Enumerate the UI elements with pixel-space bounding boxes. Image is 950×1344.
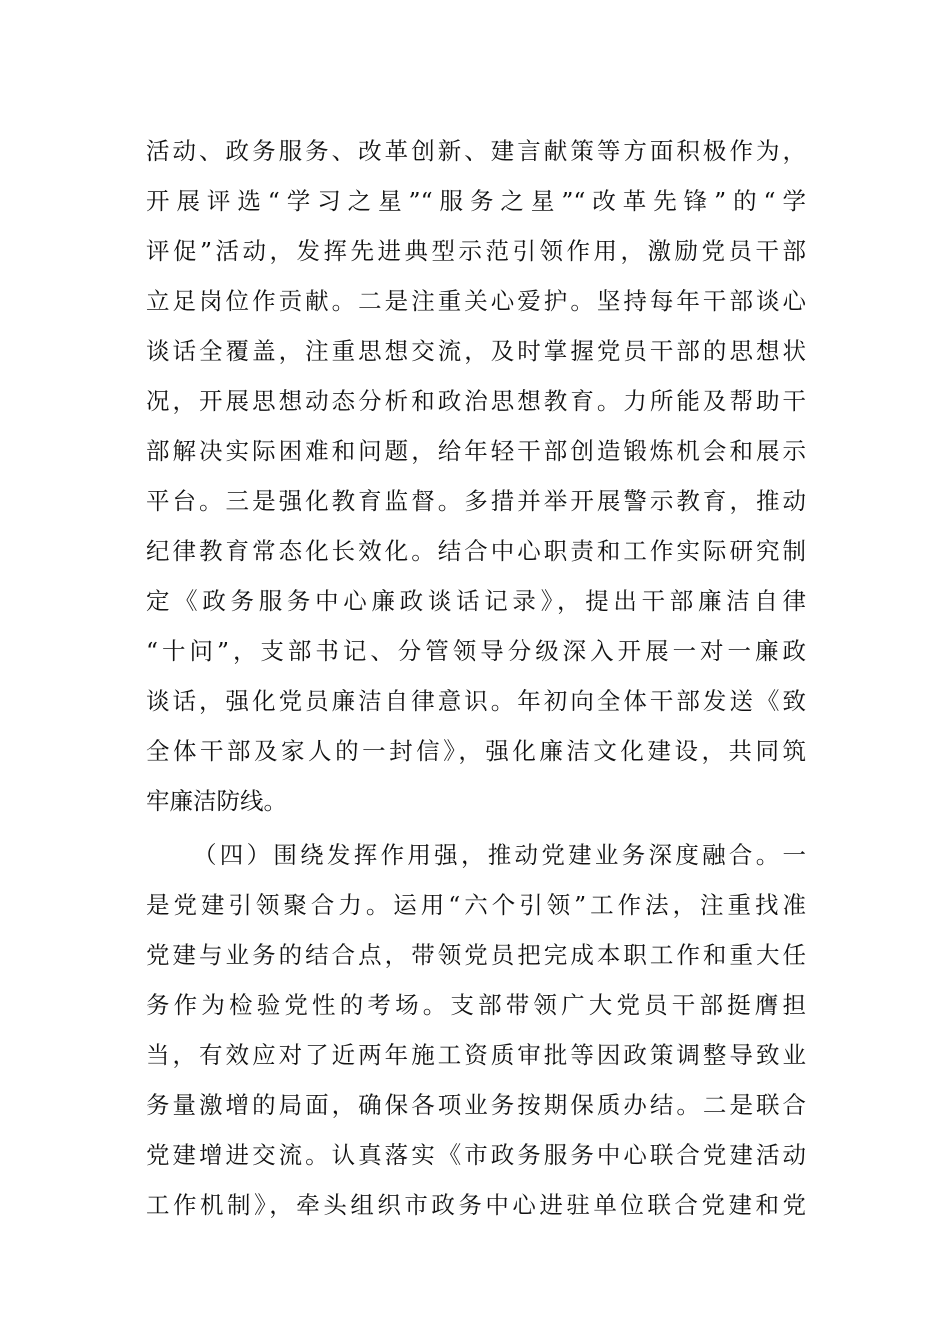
text-line: 活动、政务服务、改革创新、建言献策等方面积极作为， bbox=[146, 137, 806, 165]
text-line: 部解决实际困难和问题，给年轻干部创造锻炼机会和展示 bbox=[146, 437, 806, 465]
text-line: 平台。三是强化教育监督。多措并举开展警示教育，推动 bbox=[146, 487, 806, 515]
text-line: 工作机制》，牵头组织市政务中心进驻单位联合党建和党 bbox=[146, 1191, 806, 1219]
text-line: 定《政务服务中心廉政谈话记录》，提出干部廉洁自律 bbox=[146, 587, 806, 615]
text-line: 党建与业务的结合点，带领党员把完成本职工作和重大任 bbox=[146, 941, 806, 969]
text-line: 全体干部及家人的一封信》，强化廉洁文化建设，共同筑 bbox=[146, 737, 806, 765]
document-body bbox=[146, 126, 806, 1230]
text-line: 当，有效应对了近两年施工资质审批等因政策调整导致业 bbox=[146, 1041, 806, 1069]
text-line: “十问”，支部书记、分管领导分级深入开展一对一廉政 bbox=[146, 637, 806, 665]
text-line: 谈话全覆盖，注重思想交流，及时掌握党员干部的思想状 bbox=[146, 337, 806, 365]
text-line: 立足岗位作贡献。二是注重关心爱护。坚持每年干部谈心 bbox=[146, 287, 806, 315]
text-line: 党建增进交流。认真落实《市政务服务中心联合党建活动 bbox=[146, 1141, 806, 1169]
paragraph-1 bbox=[146, 126, 806, 826]
text-line: 牢廉洁防线。 bbox=[146, 787, 287, 815]
paragraph-2 bbox=[146, 830, 806, 1230]
text-line: 况，开展思想动态分析和政治思想教育。力所能及帮助干 bbox=[146, 387, 806, 415]
text-line: 务量激增的局面，确保各项业务按期保质办结。二是联合 bbox=[146, 1091, 806, 1119]
text-line: （四）围绕发挥作用强，推动党建业务深度融合。一 bbox=[193, 841, 806, 869]
text-line: 纪律教育常态化长效化。结合中心职责和工作实际研究制 bbox=[146, 537, 806, 565]
text-line: 开展评选“学习之星”“服务之星”“改革先锋”的“学 bbox=[146, 187, 806, 215]
text-line: 务作为检验党性的考场。支部带领广大党员干部挺膺担 bbox=[146, 991, 806, 1019]
text-line: 谈话，强化党员廉洁自律意识。年初向全体干部发送《致 bbox=[146, 687, 806, 715]
text-line: 是党建引领聚合力。运用“六个引领”工作法，注重找准 bbox=[146, 891, 806, 919]
text-line: 评促”活动，发挥先进典型示范引领作用，激励党员干部 bbox=[146, 237, 806, 265]
